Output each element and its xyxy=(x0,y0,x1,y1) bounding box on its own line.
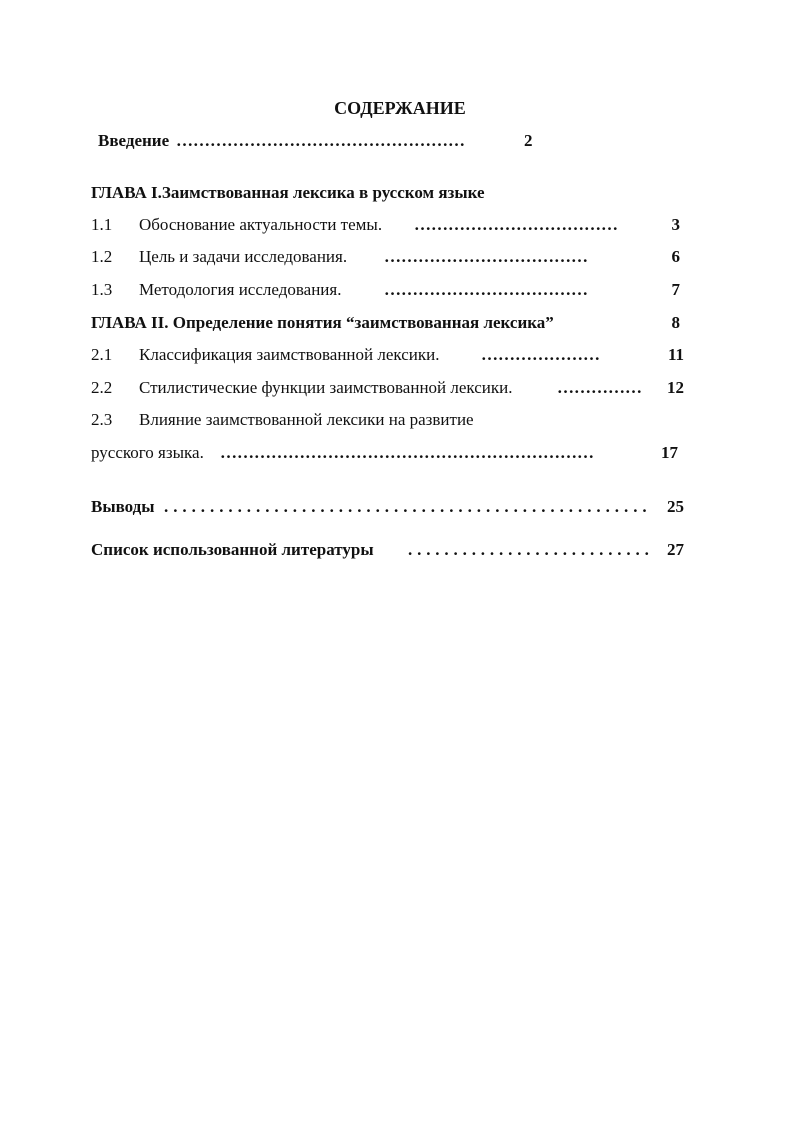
toc-references-dots: . . . . . . . . . . . . . . . . . . . . . . . . . . . xyxy=(408,540,650,559)
toc-references-page: 27 xyxy=(667,540,684,559)
chapter1-title: ГЛАВА I.Заимствованная лексика в русском языке xyxy=(91,183,485,202)
toc-item-number: 2.3 xyxy=(91,410,113,429)
toc-item-dots: …………… xyxy=(557,378,642,397)
toc-item-text: Обоснование актуальности темы. xyxy=(139,215,383,234)
chapter2-title: ГЛАВА II. Определение понятия “заимствованная лексика” xyxy=(91,313,554,332)
toc-item-page: 6 xyxy=(671,247,680,266)
toc-item-number: 1.1 xyxy=(91,215,113,234)
toc-item-dots: ………………………………………………………… xyxy=(220,443,594,462)
toc-item-dots: ………………… xyxy=(481,345,600,364)
toc-conclusions-page: 25 xyxy=(667,497,684,516)
page-title: СОДЕРЖАНИЕ xyxy=(334,98,466,118)
toc-item-dots: ……………………………… xyxy=(384,280,588,299)
toc-item-page: 3 xyxy=(671,215,680,234)
toc-intro-label: Введение xyxy=(98,131,170,150)
toc-item-number: 1.3 xyxy=(91,280,113,299)
chapter2-page: 8 xyxy=(671,313,680,332)
toc-references-label: Список использованной литературы xyxy=(91,540,374,559)
toc-item-text: Стилистические функции заимствованной лексики. xyxy=(139,378,513,397)
toc-item-dots: ……………………………… xyxy=(414,215,618,234)
toc-item-number: 2.2 xyxy=(91,378,113,397)
toc-intro-page: 2 xyxy=(524,131,533,150)
toc-item-number: 1.2 xyxy=(91,247,113,266)
toc-item-page: 17 xyxy=(661,443,678,462)
toc-conclusions-dots: . . . . . . . . . . . . . . . . . . . . . . . . . . . . . . . . . . . . . . . . . . . . . . . . . . . . . xyxy=(164,497,647,516)
toc-item-dots: ……………………………… xyxy=(384,247,588,266)
toc-intro-dots: …………………………………………… xyxy=(176,131,465,150)
toc-item-text: Классификация заимствованной лексики. xyxy=(139,345,440,364)
toc-item-text: Методология исследования. xyxy=(139,280,342,299)
toc-conclusions-label: Выводы xyxy=(91,497,155,516)
toc-item-page: 7 xyxy=(671,280,680,299)
toc-item-number: 2.1 xyxy=(91,345,113,364)
toc-item-text: Цель и задачи исследования. xyxy=(139,247,348,266)
toc-item-page: 12 xyxy=(667,378,684,397)
toc-item-text: Влияние заимствованной лексики на развитие xyxy=(139,410,474,429)
toc-item-page: 11 xyxy=(667,345,684,364)
toc-item-text-continuation: русского языка. xyxy=(91,443,204,462)
